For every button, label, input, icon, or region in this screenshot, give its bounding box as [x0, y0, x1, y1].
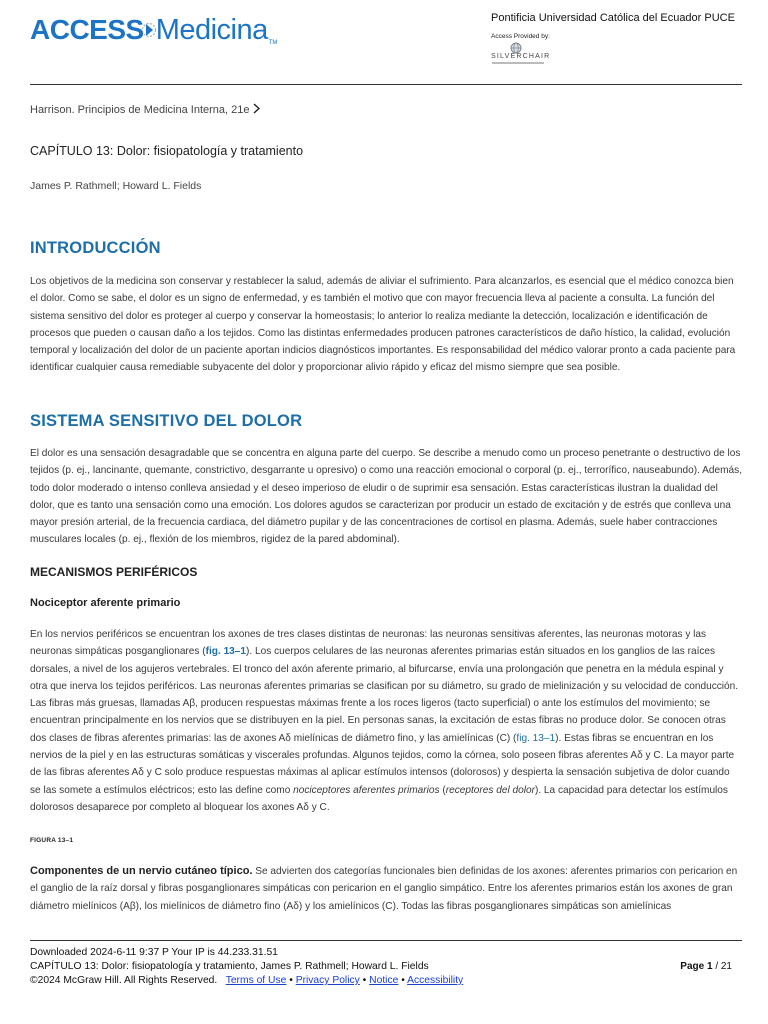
chevron-right-icon	[253, 103, 260, 117]
silverchair-logo: SILVERCHAIR	[491, 53, 551, 60]
chapter-reference: CAPÍTULO 13: Dolor: fisiopatología y tratamiento, James P. Rathmell; Howard L. Fields	[30, 961, 429, 972]
breadcrumb-book-title[interactable]: Harrison. Principios de Medicina Interna, 21e	[30, 104, 250, 116]
separator: •	[401, 975, 405, 986]
access-provided-label: Access Provided by:	[491, 33, 550, 40]
copyright-text: ©2024 McGraw Hill. All Rights Reserved.	[30, 975, 218, 986]
figure-13-1-link-2[interactable]: fig. 13–1	[516, 732, 556, 744]
nociceptor-text-2: ). Los cuerpos celulares de las neuronas aferentes primarias están situados en los ganglios de las raíces dorsales, a nivel de los agujeros vertebrales. El tronco del axón aferente primario, al bifurcarse, envía una prolongación que penetra en la médula espinal y otra que inerva los tejidos periféricos. Las neuronas aferentes primarias se clasifican por su diámetro, su grado de mielinización y su velocidad de conducción. Las fibras más gruesas, llamadas Aβ, producen respuestas máximas frente a los roces ligeros (tacto superficial) o ante los estímulos del movimiento; se encuentran principalmente en los nervios que se distribuyen en la piel. En personas sanas, la excitación de estas fibras no produce dolor. Se conocen otras dos clases de fibras aferentes primarias: las de axones Aδ mielínicas de diámetro fino, y las amielínicas (C) (	[30, 646, 739, 744]
page-label: Page	[680, 961, 705, 972]
nociceptor-text-5: ). La capacidad para detectar los estímulos dolorosos desaparece por completo al bloquear los axones Aδ y C.	[30, 784, 728, 813]
nociceptor-heading: Nociceptor aferente primario	[30, 597, 181, 609]
nociceptor-paragraph	[30, 626, 742, 816]
nociceptor-term: nociceptores aferentes primarios	[293, 784, 440, 796]
separator: •	[289, 975, 293, 986]
figure-caption	[30, 863, 742, 915]
figure-caption-text: Se advierten dos categorías funcionales bien definidas de los axones: aferentes primarios con pericarion en el ganglio de la raíz dorsal y fibras posganglionares simpáticas con pericarion en el ganglio simpático. Entre los aferentes primarios están los axones de gran diámetro mielínicos (Aβ), los mielínicos de diámetro fino (Aδ) y los amielínicos (C). Todas las fibras posganglionares simpáticas son amielínicas	[30, 866, 738, 912]
intro-paragraph: Los objetivos de la medicina son conservar y restablecer la salud, además de aliviar el sufrimiento. Para alcanzarlos, es esencial que el médico conozca bien el dolor. Como se sabe, el dolor es un signo de enfermedad, y es también el motivo que con mayor frecuencia lleva al paciente a consulta. La función del sistema sensitivo del dolor es proteger al cuerpo y conservar la homeostasis; lo anterior lo realiza mediante la detección, localización e identificación de procesos que pueden o causan daño a los tejidos. Como las distintas enfermedades producen patrones característicos de daño hístico, la calidad, evolución temporal y localización del dolor de un paciente aportan indicios diagnósticos importantes. Es responsabilidad del médico valorar pronto a cada paciente para identificar cualquier causa remediable subyacente del dolor y proporcionar alivio rápido y eficaz del mismo siempre que sea posible.	[30, 276, 736, 374]
nociceptor-text-1: En los nervios periféricos se encuentran los axones de tres clases distintas de neuronas: las neuronas sensitivas aferentes, las neuronas motoras y las neuronas simpáticas posganglionares (	[30, 629, 707, 658]
copyright-line	[30, 974, 742, 988]
figure-label: FIGURA 13–1	[30, 837, 74, 844]
logo-access-text: ACCESS	[30, 14, 144, 45]
intro-heading: INTRODUCCIÓN	[30, 239, 161, 257]
separator: •	[362, 975, 367, 986]
figure-caption-title: Componentes de un nervio cutáneo típico.	[30, 865, 253, 877]
terms-of-use-link[interactable]: Terms of Use	[225, 975, 287, 986]
page-separator: /	[715, 961, 719, 972]
pain-receptor-term: receptores del dolor	[445, 784, 535, 796]
chapter-title: CAPÍTULO 13: Dolor: fisiopatología y tratamiento	[30, 144, 304, 158]
breadcrumb[interactable]	[30, 103, 260, 117]
logo-medicina-text: Medicina	[155, 14, 268, 46]
access-medicina-logo[interactable]	[30, 10, 277, 50]
chapter-authors: James P. Rathmell; Howard L. Fields	[30, 180, 202, 192]
page-current: 1	[706, 961, 713, 972]
sensory-heading: SISTEMA SENSITIVO DEL DOLOR	[30, 412, 303, 430]
accessibility-link[interactable]: Accessibility	[407, 975, 464, 986]
privacy-policy-link[interactable]: Privacy Policy	[295, 975, 360, 986]
peripheral-heading: MECANISMOS PERIFÉRICOS	[30, 565, 198, 579]
figure-13-1-link[interactable]: fig. 13–1	[205, 646, 247, 658]
institution-name: Pontificia Universidad Católica del Ecuador PUCE	[491, 12, 735, 24]
nociceptor-text-3: ). Estas fibras se encuentran en los nervios de la piel y en las estructuras somáticas y viscerales profundas. Algunos tejidos, como la córnea, solo poseen fibras aferentes Aδ y C. La mayor parte de las fibras aferentes Aδ y C solo produce respuestas máximas al aplicar estímulos intensos (dolorosos) y despierta la sensación subjetiva de dolor cuando se las somete a estímulos eléctricos; esto las define como	[30, 732, 735, 796]
notice-link[interactable]: Notice	[369, 975, 399, 986]
logo-trademark: TM	[268, 40, 278, 46]
nociceptor-text-4: (	[439, 784, 446, 796]
page-header	[0, 0, 768, 84]
download-info: Downloaded 2024-6-11 9:37 P Your IP is 44.233.31.51	[30, 947, 278, 958]
silverchair-tagline-bar	[492, 62, 544, 64]
page-number	[680, 960, 732, 974]
sensory-paragraph: El dolor es una sensación desagradable que se concentra en alguna parte del cuerpo. Se describe a menudo como un proceso penetrante o destructivo de los tejidos (p. ej., lancinante, quemante, constrictivo, desgarrante u opresivo) o como una reacción emocional o corporal (p. ej., terrorífico, nauseabundo). Además, todo dolor moderado o intenso conlleva ansiedad y el deseo imperioso de eludir o de suprimir esa sensación. Estas características ilustran la dualidad del dolor, que es tanto una sensación como una emoción. Los dolores agudos se caracterizan por producir un estado de excitación y de estrés que conlleva una mayor presión arterial, de la frecuencia cardiaca, del diámetro pupilar y de las concentraciones de cortisol en plasma. Además, suele haber contracciones musculares locales (p. ej., flexión de los miembros, rigidez de la pared abdominal).	[30, 448, 742, 546]
logo-arrow-icon	[144, 10, 156, 50]
header-divider	[30, 84, 742, 85]
page-total: 21	[720, 961, 732, 972]
footer-divider	[30, 940, 742, 941]
page-footer	[30, 946, 742, 988]
